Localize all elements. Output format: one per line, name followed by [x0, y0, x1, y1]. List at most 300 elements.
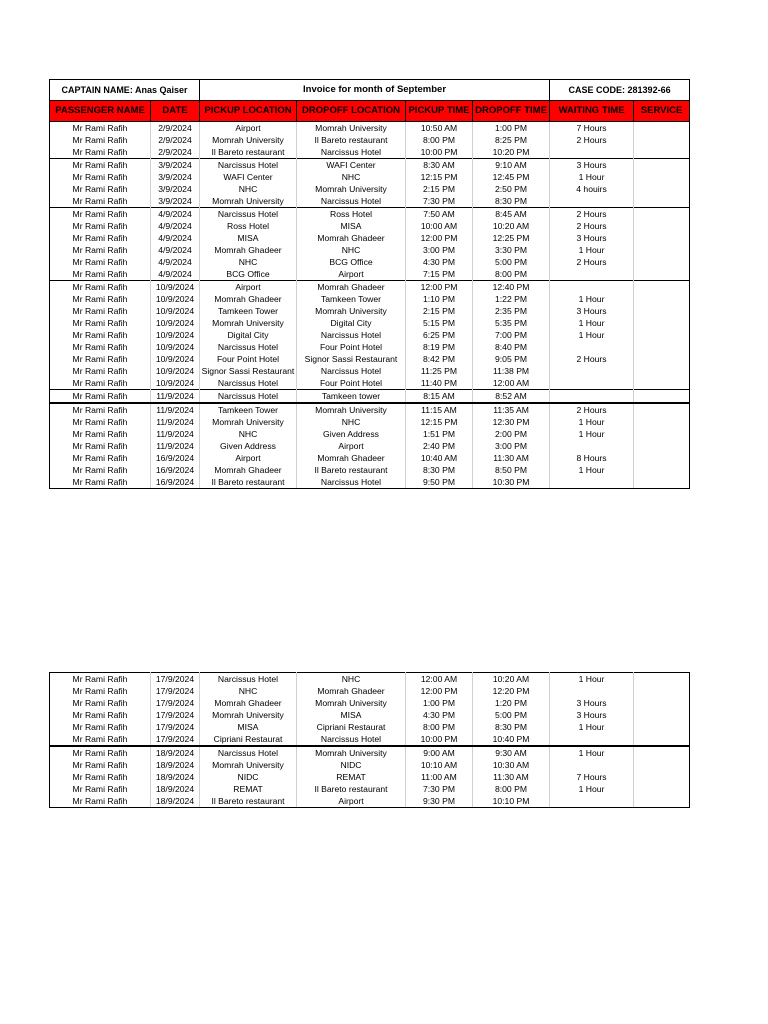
cell-service: [634, 183, 690, 195]
cell-service: [634, 268, 690, 281]
cell-waiting-time: 3 Hours: [550, 159, 634, 172]
cell-dropoff-location: Momrah Ghadeer: [297, 452, 406, 464]
cell-dropoff-location: MISA: [297, 220, 406, 232]
cell-dropoff-time: 12:40 PM: [473, 281, 550, 294]
cell-dropoff-time: 12:45 PM: [473, 171, 550, 183]
cell-passenger-name: Mr Rami Rafih: [50, 733, 151, 746]
cell-dropoff-location: Airport: [297, 795, 406, 808]
cell-service: [634, 721, 690, 733]
cell-waiting-time: 2 Hours: [550, 134, 634, 146]
cell-date: 10/9/2024: [151, 353, 200, 365]
cell-date: 17/9/2024: [151, 685, 200, 697]
cell-pickup-time: 8:00 PM: [406, 134, 473, 146]
table-row: [50, 771, 690, 783]
cell-pickup-location: BCG Office: [200, 268, 297, 281]
cell-service: [634, 256, 690, 268]
header-date: DATE: [151, 101, 200, 122]
cell-dropoff-location: Digital City: [297, 317, 406, 329]
cell-waiting-time: 1 Hour: [550, 783, 634, 795]
cell-pickup-location: Given Address: [200, 440, 297, 452]
cell-waiting-time: 1 Hour: [550, 329, 634, 341]
table-row: [50, 341, 690, 353]
cell-date: 17/9/2024: [151, 721, 200, 733]
cell-waiting-time: 1 Hour: [550, 746, 634, 759]
cell-dropoff-time: 11:30 AM: [473, 452, 550, 464]
cell-dropoff-time: 12:00 AM: [473, 377, 550, 390]
table-row: [50, 416, 690, 428]
table-row: [50, 183, 690, 195]
cell-dropoff-location: NHC: [297, 244, 406, 256]
cell-pickup-time: 4:30 PM: [406, 256, 473, 268]
cell-passenger-name: Mr Rami Rafih: [50, 464, 151, 476]
table-row: [50, 697, 690, 709]
cell-passenger-name: Mr Rami Rafih: [50, 795, 151, 808]
cell-pickup-time: 10:10 AM: [406, 759, 473, 771]
cell-waiting-time: [550, 377, 634, 390]
cell-dropoff-time: 10:30 AM: [473, 759, 550, 771]
cell-waiting-time: [550, 281, 634, 294]
cell-dropoff-location: Four Point Hotel: [297, 341, 406, 353]
table-row: [50, 403, 690, 416]
table-row: [50, 721, 690, 733]
cell-service: [634, 685, 690, 697]
cell-passenger-name: Mr Rami Rafih: [50, 293, 151, 305]
cell-service: [634, 733, 690, 746]
cell-dropoff-time: 7:00 PM: [473, 329, 550, 341]
table-row: [50, 317, 690, 329]
table-row: [50, 329, 690, 341]
cell-dropoff-time: 5:35 PM: [473, 317, 550, 329]
cell-waiting-time: [550, 476, 634, 489]
cell-pickup-location: Narcissus Hotel: [200, 746, 297, 759]
cell-waiting-time: [550, 390, 634, 404]
cell-passenger-name: Mr Rami Rafih: [50, 353, 151, 365]
cell-pickup-time: 11:25 PM: [406, 365, 473, 377]
cell-dropoff-time: 8:00 PM: [473, 268, 550, 281]
cell-pickup-time: 3:00 PM: [406, 244, 473, 256]
cell-pickup-location: WAFI Center: [200, 171, 297, 183]
cell-service: [634, 134, 690, 146]
cell-pickup-time: 8:15 AM: [406, 390, 473, 404]
table-row: [50, 256, 690, 268]
cell-pickup-time: 11:40 PM: [406, 377, 473, 390]
cell-passenger-name: Mr Rami Rafih: [50, 476, 151, 489]
cell-date: 17/9/2024: [151, 709, 200, 721]
cell-dropoff-location: Momrah University: [297, 122, 406, 135]
cell-waiting-time: 1 Hour: [550, 293, 634, 305]
cell-pickup-time: 1:00 PM: [406, 697, 473, 709]
cell-service: [634, 281, 690, 294]
cell-dropoff-location: Momrah Ghadeer: [297, 281, 406, 294]
cell-pickup-location: Momrah Ghadeer: [200, 697, 297, 709]
cell-date: 17/9/2024: [151, 733, 200, 746]
cell-pickup-location: Momrah University: [200, 195, 297, 208]
cell-pickup-time: 9:00 AM: [406, 746, 473, 759]
cell-pickup-time: 7:15 PM: [406, 268, 473, 281]
cell-passenger-name: Mr Rami Rafih: [50, 256, 151, 268]
cell-dropoff-location: Narcissus Hotel: [297, 365, 406, 377]
table-row: [50, 476, 690, 489]
cell-pickup-time: 8:19 PM: [406, 341, 473, 353]
cell-waiting-time: [550, 795, 634, 808]
cell-pickup-time: 10:00 PM: [406, 733, 473, 746]
cell-pickup-time: 7:30 PM: [406, 783, 473, 795]
invoice-title: Invoice for month of September: [200, 80, 550, 101]
cell-pickup-time: 10:00 PM: [406, 146, 473, 159]
cell-waiting-time: [550, 268, 634, 281]
cell-dropoff-location: WAFI Center: [297, 159, 406, 172]
cell-passenger-name: Mr Rami Rafih: [50, 377, 151, 390]
cell-date: 18/9/2024: [151, 759, 200, 771]
cell-pickup-time: 12:00 PM: [406, 685, 473, 697]
table-row: [50, 159, 690, 172]
cell-dropoff-time: 8:52 AM: [473, 390, 550, 404]
cell-passenger-name: Mr Rami Rafih: [50, 390, 151, 404]
cell-date: 10/9/2024: [151, 377, 200, 390]
cell-dropoff-time: 8:30 PM: [473, 195, 550, 208]
cell-pickup-time: 11:15 AM: [406, 403, 473, 416]
cell-service: [634, 795, 690, 808]
cell-service: [634, 440, 690, 452]
cell-passenger-name: Mr Rami Rafih: [50, 232, 151, 244]
cell-service: [634, 709, 690, 721]
cell-date: 16/9/2024: [151, 464, 200, 476]
cell-dropoff-location: Narcissus Hotel: [297, 476, 406, 489]
cell-pickup-location: Tamkeen Tower: [200, 305, 297, 317]
table-row: [50, 795, 690, 808]
cell-dropoff-time: 3:30 PM: [473, 244, 550, 256]
cell-pickup-location: NHC: [200, 256, 297, 268]
cell-pickup-location: Momrah University: [200, 317, 297, 329]
cell-passenger-name: Mr Rami Rafih: [50, 673, 151, 686]
cell-dropoff-time: 3:00 PM: [473, 440, 550, 452]
cell-pickup-location: Cipriani Restaurat: [200, 733, 297, 746]
cell-passenger-name: Mr Rami Rafih: [50, 721, 151, 733]
cell-dropoff-time: 8:40 PM: [473, 341, 550, 353]
cell-pickup-time: 12:15 PM: [406, 171, 473, 183]
cell-dropoff-time: 12:20 PM: [473, 685, 550, 697]
cell-dropoff-location: NHC: [297, 673, 406, 686]
cell-pickup-time: 12:15 PM: [406, 416, 473, 428]
table-row: [50, 440, 690, 452]
table-row: [50, 305, 690, 317]
cell-pickup-location: Airport: [200, 281, 297, 294]
cell-passenger-name: Mr Rami Rafih: [50, 122, 151, 135]
cell-pickup-time: 7:50 AM: [406, 208, 473, 221]
cell-dropoff-location: Cipriani Restaurat: [297, 721, 406, 733]
cell-pickup-time: 2:15 PM: [406, 183, 473, 195]
invoice-table-page2: [49, 672, 690, 808]
cell-service: [634, 159, 690, 172]
cell-pickup-location: Momrah Ghadeer: [200, 464, 297, 476]
cell-dropoff-location: NHC: [297, 416, 406, 428]
cell-waiting-time: 1 Hour: [550, 673, 634, 686]
cell-service: [634, 293, 690, 305]
cell-date: 17/9/2024: [151, 697, 200, 709]
cell-waiting-time: 1 Hour: [550, 464, 634, 476]
cell-pickup-location: Narcissus Hotel: [200, 208, 297, 221]
cell-passenger-name: Mr Rami Rafih: [50, 305, 151, 317]
cell-dropoff-time: 10:20 AM: [473, 673, 550, 686]
cell-date: 11/9/2024: [151, 428, 200, 440]
cell-dropoff-location: Tamkeen tower: [297, 390, 406, 404]
cell-passenger-name: Mr Rami Rafih: [50, 171, 151, 183]
cell-waiting-time: 1 Hour: [550, 317, 634, 329]
cell-date: 4/9/2024: [151, 220, 200, 232]
cell-service: [634, 783, 690, 795]
cell-waiting-time: 1 Hour: [550, 428, 634, 440]
cell-waiting-time: [550, 685, 634, 697]
cell-date: 2/9/2024: [151, 134, 200, 146]
table-row: [50, 171, 690, 183]
cell-dropoff-location: Momrah University: [297, 183, 406, 195]
cell-dropoff-time: 8:00 PM: [473, 783, 550, 795]
cell-date: 11/9/2024: [151, 390, 200, 404]
cell-dropoff-time: 8:50 PM: [473, 464, 550, 476]
cell-date: 10/9/2024: [151, 341, 200, 353]
cell-date: 11/9/2024: [151, 416, 200, 428]
cell-service: [634, 146, 690, 159]
cell-pickup-location: Ross Hotel: [200, 220, 297, 232]
cell-dropoff-time: 9:10 AM: [473, 159, 550, 172]
cell-waiting-time: 2 Hours: [550, 256, 634, 268]
cell-passenger-name: Mr Rami Rafih: [50, 159, 151, 172]
cell-pickup-location: MISA: [200, 721, 297, 733]
cell-dropoff-time: 8:45 AM: [473, 208, 550, 221]
cell-pickup-time: 4:30 PM: [406, 709, 473, 721]
cell-service: [634, 122, 690, 135]
table-row: [50, 428, 690, 440]
cell-service: [634, 171, 690, 183]
cell-pickup-time: 8:30 AM: [406, 159, 473, 172]
cell-service: [634, 452, 690, 464]
cell-service: [634, 208, 690, 221]
cell-date: 3/9/2024: [151, 171, 200, 183]
cell-date: 18/9/2024: [151, 771, 200, 783]
cell-passenger-name: Mr Rami Rafih: [50, 709, 151, 721]
table-row: [50, 268, 690, 281]
cell-waiting-time: 3 Hours: [550, 232, 634, 244]
cell-passenger-name: Mr Rami Rafih: [50, 220, 151, 232]
cell-service: [634, 329, 690, 341]
invoice-table-page1: [49, 79, 690, 489]
table-row: [50, 195, 690, 208]
cell-dropoff-location: Momrah Ghadeer: [297, 232, 406, 244]
cell-date: 11/9/2024: [151, 440, 200, 452]
cell-pickup-location: REMAT: [200, 783, 297, 795]
table-row: [50, 685, 690, 697]
table-row: [50, 146, 690, 159]
cell-pickup-location: Four Point Hotel: [200, 353, 297, 365]
cell-pickup-time: 2:15 PM: [406, 305, 473, 317]
cell-dropoff-location: Momrah University: [297, 305, 406, 317]
cell-pickup-time: 12:00 PM: [406, 232, 473, 244]
cell-pickup-time: 6:25 PM: [406, 329, 473, 341]
cell-dropoff-time: 11:30 AM: [473, 771, 550, 783]
cell-passenger-name: Mr Rami Rafih: [50, 317, 151, 329]
cell-dropoff-location: BCG Office: [297, 256, 406, 268]
table-row: [50, 244, 690, 256]
table-row: [50, 293, 690, 305]
cell-pickup-time: 10:50 AM: [406, 122, 473, 135]
header-pickup-location: PICKUP LOCATION: [200, 101, 297, 122]
cell-dropoff-time: 1:22 PM: [473, 293, 550, 305]
cell-pickup-location: Airport: [200, 122, 297, 135]
cell-date: 2/9/2024: [151, 122, 200, 135]
header-waiting-time: WAITING TIME: [550, 101, 634, 122]
cell-dropoff-location: Airport: [297, 440, 406, 452]
cell-passenger-name: Mr Rami Rafih: [50, 281, 151, 294]
cell-passenger-name: Mr Rami Rafih: [50, 416, 151, 428]
cell-dropoff-location: Il Bareto restaurant: [297, 134, 406, 146]
cell-pickup-time: 12:00 AM: [406, 673, 473, 686]
cell-passenger-name: Mr Rami Rafih: [50, 195, 151, 208]
cell-date: 10/9/2024: [151, 281, 200, 294]
cell-passenger-name: Mr Rami Rafih: [50, 268, 151, 281]
cell-dropoff-location: Signor Sassi Restaurant: [297, 353, 406, 365]
cell-service: [634, 220, 690, 232]
cell-pickup-location: NIDC: [200, 771, 297, 783]
cell-dropoff-time: 10:20 PM: [473, 146, 550, 159]
header-passenger-name: PASSENGER NAME: [50, 101, 151, 122]
cell-service: [634, 377, 690, 390]
cell-waiting-time: 4 houirs: [550, 183, 634, 195]
cell-waiting-time: [550, 759, 634, 771]
cell-passenger-name: Mr Rami Rafih: [50, 440, 151, 452]
cell-pickup-time: 1:51 PM: [406, 428, 473, 440]
cell-dropoff-location: Il Bareto restaurant: [297, 783, 406, 795]
cell-pickup-location: Signor Sassi Restaurant: [200, 365, 297, 377]
cell-date: 4/9/2024: [151, 268, 200, 281]
cell-pickup-location: NHC: [200, 183, 297, 195]
cell-dropoff-time: 8:30 PM: [473, 721, 550, 733]
cell-service: [634, 476, 690, 489]
cell-dropoff-time: 5:00 PM: [473, 256, 550, 268]
cell-service: [634, 244, 690, 256]
table-row: [50, 281, 690, 294]
table-row: [50, 464, 690, 476]
table-row: [50, 673, 690, 686]
cell-passenger-name: Mr Rami Rafih: [50, 183, 151, 195]
cell-pickup-location: Momrah Ghadeer: [200, 293, 297, 305]
table-row: [50, 122, 690, 135]
table-row: [50, 733, 690, 746]
cell-pickup-time: 9:30 PM: [406, 795, 473, 808]
cell-passenger-name: Mr Rami Rafih: [50, 403, 151, 416]
cell-pickup-location: Digital City: [200, 329, 297, 341]
cell-pickup-location: MISA: [200, 232, 297, 244]
cell-dropoff-location: NIDC: [297, 759, 406, 771]
cell-service: [634, 365, 690, 377]
table-row: [50, 208, 690, 221]
cell-service: [634, 416, 690, 428]
table-row: [50, 220, 690, 232]
cell-dropoff-time: 1:20 PM: [473, 697, 550, 709]
cell-waiting-time: [550, 733, 634, 746]
cell-waiting-time: 1 Hour: [550, 721, 634, 733]
cell-dropoff-time: 9:05 PM: [473, 353, 550, 365]
cell-waiting-time: 2 Hours: [550, 353, 634, 365]
cell-waiting-time: 1 Hour: [550, 244, 634, 256]
cell-service: [634, 341, 690, 353]
cell-pickup-time: 9:50 PM: [406, 476, 473, 489]
cell-pickup-time: 8:00 PM: [406, 721, 473, 733]
cell-date: 11/9/2024: [151, 403, 200, 416]
cell-pickup-time: 10:40 AM: [406, 452, 473, 464]
cell-service: [634, 353, 690, 365]
table-row: [50, 390, 690, 404]
cell-date: 16/9/2024: [151, 452, 200, 464]
table-row: [50, 353, 690, 365]
cell-waiting-time: 3 Hours: [550, 709, 634, 721]
header-pickup-time: PICKUP TIME: [406, 101, 473, 122]
cell-pickup-location: Narcissus Hotel: [200, 341, 297, 353]
cell-service: [634, 428, 690, 440]
cell-service: [634, 746, 690, 759]
captain-name: CAPTAIN NAME: Anas Qaiser: [50, 80, 200, 101]
cell-service: [634, 403, 690, 416]
cell-pickup-time: 12:00 PM: [406, 281, 473, 294]
table-row: [50, 746, 690, 759]
column-header-row: [50, 101, 690, 122]
cell-dropoff-time: 11:38 PM: [473, 365, 550, 377]
cell-dropoff-location: Momrah University: [297, 697, 406, 709]
cell-waiting-time: 7 Hours: [550, 122, 634, 135]
cell-date: 4/9/2024: [151, 256, 200, 268]
cell-dropoff-location: Momrah Ghadeer: [297, 685, 406, 697]
cell-waiting-time: [550, 365, 634, 377]
table-row: [50, 452, 690, 464]
cell-pickup-location: Momrah University: [200, 134, 297, 146]
cell-waiting-time: 2 Hours: [550, 220, 634, 232]
cell-waiting-time: 3 Hours: [550, 697, 634, 709]
case-code: CASE CODE: 281392-66: [550, 80, 690, 101]
cell-waiting-time: [550, 195, 634, 208]
cell-passenger-name: Mr Rami Rafih: [50, 771, 151, 783]
cell-waiting-time: 8 Hours: [550, 452, 634, 464]
header-service: SERVICE: [634, 101, 690, 122]
cell-dropoff-location: REMAT: [297, 771, 406, 783]
cell-passenger-name: Mr Rami Rafih: [50, 341, 151, 353]
table-row: [50, 783, 690, 795]
cell-pickup-location: Narcissus Hotel: [200, 377, 297, 390]
cell-pickup-time: 10:00 AM: [406, 220, 473, 232]
cell-waiting-time: 3 Hours: [550, 305, 634, 317]
cell-dropoff-location: Narcissus Hotel: [297, 329, 406, 341]
header-dropoff-time: DROPOFF TIME: [473, 101, 550, 122]
cell-pickup-location: Il Bareto restaurant: [200, 795, 297, 808]
cell-dropoff-location: NHC: [297, 171, 406, 183]
cell-date: 4/9/2024: [151, 232, 200, 244]
cell-date: 10/9/2024: [151, 329, 200, 341]
cell-service: [634, 305, 690, 317]
cell-waiting-time: 2 Hours: [550, 403, 634, 416]
cell-pickup-location: Momrah University: [200, 709, 297, 721]
cell-pickup-time: 8:30 PM: [406, 464, 473, 476]
cell-dropoff-location: Narcissus Hotel: [297, 146, 406, 159]
cell-dropoff-location: Narcissus Hotel: [297, 195, 406, 208]
cell-date: 18/9/2024: [151, 783, 200, 795]
cell-passenger-name: Mr Rami Rafih: [50, 685, 151, 697]
cell-passenger-name: Mr Rami Rafih: [50, 759, 151, 771]
cell-service: [634, 697, 690, 709]
cell-pickup-location: Narcissus Hotel: [200, 390, 297, 404]
cell-pickup-location: Momrah Ghadeer: [200, 244, 297, 256]
cell-dropoff-time: 2:50 PM: [473, 183, 550, 195]
cell-dropoff-time: 10:40 PM: [473, 733, 550, 746]
table-row: [50, 759, 690, 771]
cell-service: [634, 317, 690, 329]
